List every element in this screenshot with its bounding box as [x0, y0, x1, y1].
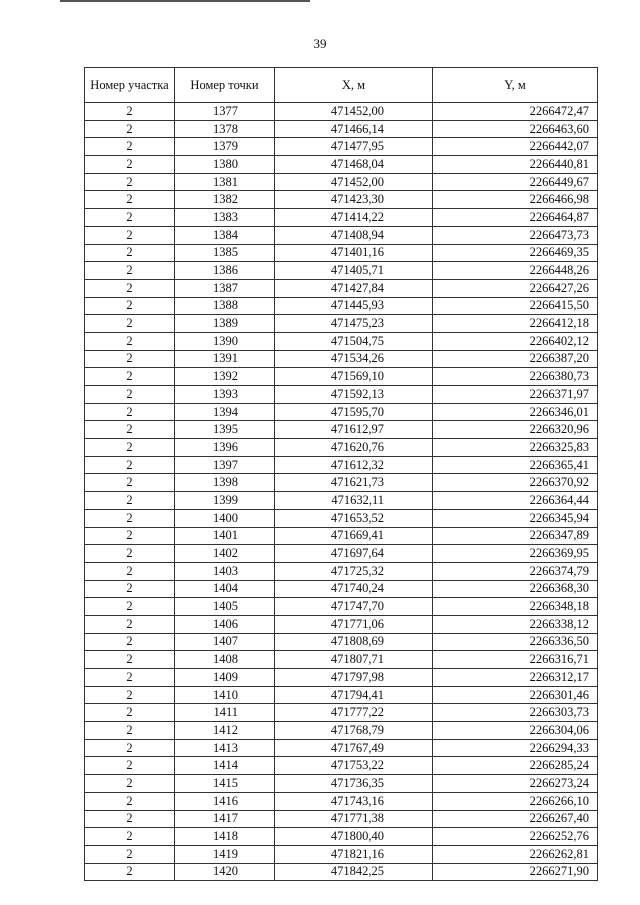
cell-point-number: 1420: [175, 863, 275, 881]
cell-plot-number: 2: [85, 226, 175, 244]
cell-y-coordinate: 2266267,40: [433, 810, 598, 828]
cell-x-coordinate: 471612,97: [275, 421, 433, 439]
cell-plot-number: 2: [85, 739, 175, 757]
cell-x-coordinate: 471592,13: [275, 386, 433, 404]
cell-plot-number: 2: [85, 704, 175, 722]
cell-y-coordinate: 2266364,44: [433, 492, 598, 510]
cell-point-number: 1411: [175, 704, 275, 722]
cell-point-number: 1378: [175, 120, 275, 138]
cell-y-coordinate: 2266348,18: [433, 598, 598, 616]
table-row: [85, 669, 598, 687]
table-row: [85, 456, 598, 474]
table-row: [85, 686, 598, 704]
cell-y-coordinate: 2266370,92: [433, 474, 598, 492]
table-row: [85, 739, 598, 757]
table-row: [85, 828, 598, 846]
cell-y-coordinate: 2266365,41: [433, 456, 598, 474]
cell-x-coordinate: 471725,32: [275, 562, 433, 580]
table-row: [85, 350, 598, 368]
cell-x-coordinate: 471777,22: [275, 704, 433, 722]
cell-point-number: 1419: [175, 845, 275, 863]
table-row: [85, 368, 598, 386]
cell-plot-number: 2: [85, 562, 175, 580]
cell-plot-number: 2: [85, 297, 175, 315]
cell-x-coordinate: 471612,32: [275, 456, 433, 474]
cell-point-number: 1401: [175, 527, 275, 545]
cell-point-number: 1414: [175, 757, 275, 775]
cell-x-coordinate: 471452,00: [275, 173, 433, 191]
cell-x-coordinate: 471405,71: [275, 262, 433, 280]
cell-x-coordinate: 471477,95: [275, 138, 433, 156]
cell-y-coordinate: 2266301,46: [433, 686, 598, 704]
cell-x-coordinate: 471632,11: [275, 492, 433, 510]
cell-point-number: 1399: [175, 492, 275, 510]
cell-x-coordinate: 471504,75: [275, 332, 433, 350]
cell-plot-number: 2: [85, 138, 175, 156]
cell-plot-number: 2: [85, 156, 175, 174]
table-row: [85, 598, 598, 616]
cell-x-coordinate: 471771,06: [275, 615, 433, 633]
cell-x-coordinate: 471466,14: [275, 120, 433, 138]
cell-x-coordinate: 471569,10: [275, 368, 433, 386]
cell-point-number: 1380: [175, 156, 275, 174]
cell-y-coordinate: 2266463,60: [433, 120, 598, 138]
cell-point-number: 1392: [175, 368, 275, 386]
cell-point-number: 1379: [175, 138, 275, 156]
cell-plot-number: 2: [85, 421, 175, 439]
table-row: [85, 244, 598, 262]
table-row: [85, 439, 598, 457]
cell-plot-number: 2: [85, 368, 175, 386]
cell-x-coordinate: 471807,71: [275, 651, 433, 669]
cell-plot-number: 2: [85, 209, 175, 227]
cell-y-coordinate: 2266273,24: [433, 775, 598, 793]
cell-y-coordinate: 2266262,81: [433, 845, 598, 863]
table-row: [85, 156, 598, 174]
cell-x-coordinate: 471534,26: [275, 350, 433, 368]
cell-plot-number: 2: [85, 492, 175, 510]
cell-x-coordinate: 471821,16: [275, 845, 433, 863]
cell-point-number: 1387: [175, 279, 275, 297]
cell-y-coordinate: 2266442,07: [433, 138, 598, 156]
cell-plot-number: 2: [85, 757, 175, 775]
cell-y-coordinate: 2266402,12: [433, 332, 598, 350]
cell-point-number: 1403: [175, 562, 275, 580]
cell-y-coordinate: 2266440,81: [433, 156, 598, 174]
cell-y-coordinate: 2266303,73: [433, 704, 598, 722]
cell-plot-number: 2: [85, 332, 175, 350]
table-row: [85, 226, 598, 244]
cell-point-number: 1397: [175, 456, 275, 474]
cell-plot-number: 2: [85, 315, 175, 333]
cell-y-coordinate: 2266271,90: [433, 863, 598, 881]
cell-point-number: 1390: [175, 332, 275, 350]
table-row: [85, 492, 598, 510]
cell-x-coordinate: 471794,41: [275, 686, 433, 704]
cell-point-number: 1402: [175, 545, 275, 563]
cell-x-coordinate: 471767,49: [275, 739, 433, 757]
cell-plot-number: 2: [85, 792, 175, 810]
cell-plot-number: 2: [85, 244, 175, 262]
cell-point-number: 1396: [175, 439, 275, 457]
page-number: 39: [313, 36, 327, 51]
table-row: [85, 209, 598, 227]
cell-x-coordinate: 471468,04: [275, 156, 433, 174]
cell-plot-number: 2: [85, 669, 175, 687]
cell-point-number: 1400: [175, 509, 275, 527]
table-row: [85, 545, 598, 563]
cell-plot-number: 2: [85, 775, 175, 793]
cell-plot-number: 2: [85, 545, 175, 563]
cell-y-coordinate: 2266285,24: [433, 757, 598, 775]
header-y-coordinate: Y, м: [433, 68, 598, 103]
cell-x-coordinate: 471768,79: [275, 722, 433, 740]
cell-x-coordinate: 471475,23: [275, 315, 433, 333]
table-row: [85, 474, 598, 492]
cell-plot-number: 2: [85, 509, 175, 527]
cell-point-number: 1395: [175, 421, 275, 439]
cell-x-coordinate: 471423,30: [275, 191, 433, 209]
table-row: [85, 120, 598, 138]
cell-point-number: 1384: [175, 226, 275, 244]
cell-x-coordinate: 471736,35: [275, 775, 433, 793]
cell-x-coordinate: 471800,40: [275, 828, 433, 846]
table-row: [85, 279, 598, 297]
cell-x-coordinate: 471740,24: [275, 580, 433, 598]
table-row: [85, 527, 598, 545]
cell-y-coordinate: 2266369,95: [433, 545, 598, 563]
cell-x-coordinate: 471669,41: [275, 527, 433, 545]
scan-edge-line: [60, 0, 310, 2]
table-row: [85, 863, 598, 881]
cell-y-coordinate: 2266371,97: [433, 386, 598, 404]
cell-x-coordinate: 471427,84: [275, 279, 433, 297]
cell-y-coordinate: 2266380,73: [433, 368, 598, 386]
cell-y-coordinate: 2266266,10: [433, 792, 598, 810]
table-row: [85, 615, 598, 633]
cell-point-number: 1391: [175, 350, 275, 368]
cell-plot-number: 2: [85, 686, 175, 704]
cell-x-coordinate: 471747,70: [275, 598, 433, 616]
table-row: [85, 386, 598, 404]
cell-x-coordinate: 471408,94: [275, 226, 433, 244]
cell-x-coordinate: 471595,70: [275, 403, 433, 421]
cell-y-coordinate: 2266320,96: [433, 421, 598, 439]
cell-plot-number: 2: [85, 651, 175, 669]
table-row: [85, 792, 598, 810]
table-body: [85, 103, 598, 881]
cell-y-coordinate: 2266368,30: [433, 580, 598, 598]
cell-point-number: 1418: [175, 828, 275, 846]
cell-y-coordinate: 2266473,73: [433, 226, 598, 244]
cell-plot-number: 2: [85, 173, 175, 191]
cell-plot-number: 2: [85, 103, 175, 121]
cell-plot-number: 2: [85, 633, 175, 651]
cell-y-coordinate: 2266466,98: [433, 191, 598, 209]
cell-point-number: 1417: [175, 810, 275, 828]
cell-x-coordinate: 471620,76: [275, 439, 433, 457]
cell-x-coordinate: 471452,00: [275, 103, 433, 121]
cell-point-number: 1406: [175, 615, 275, 633]
cell-y-coordinate: 2266415,50: [433, 297, 598, 315]
cell-plot-number: 2: [85, 580, 175, 598]
cell-x-coordinate: 471808,69: [275, 633, 433, 651]
cell-y-coordinate: 2266338,12: [433, 615, 598, 633]
cell-y-coordinate: 2266387,20: [433, 350, 598, 368]
cell-plot-number: 2: [85, 403, 175, 421]
cell-plot-number: 2: [85, 386, 175, 404]
cell-point-number: 1416: [175, 792, 275, 810]
cell-point-number: 1415: [175, 775, 275, 793]
cell-point-number: 1377: [175, 103, 275, 121]
cell-plot-number: 2: [85, 810, 175, 828]
cell-point-number: 1405: [175, 598, 275, 616]
table-row: [85, 651, 598, 669]
table-row: [85, 775, 598, 793]
table-header-row: [85, 68, 598, 103]
cell-plot-number: 2: [85, 527, 175, 545]
cell-point-number: 1409: [175, 669, 275, 687]
cell-plot-number: 2: [85, 191, 175, 209]
table-row: [85, 633, 598, 651]
header-point-number: Номер точки: [175, 68, 275, 103]
cell-plot-number: 2: [85, 615, 175, 633]
cell-point-number: 1410: [175, 686, 275, 704]
cell-plot-number: 2: [85, 350, 175, 368]
table-row: [85, 315, 598, 333]
cell-y-coordinate: 2266464,87: [433, 209, 598, 227]
table-row: [85, 103, 598, 121]
cell-y-coordinate: 2266325,83: [433, 439, 598, 457]
cell-plot-number: 2: [85, 474, 175, 492]
cell-x-coordinate: 471445,93: [275, 297, 433, 315]
cell-point-number: 1412: [175, 722, 275, 740]
cell-y-coordinate: 2266448,26: [433, 262, 598, 280]
cell-point-number: 1398: [175, 474, 275, 492]
header-x-coordinate: X, м: [275, 68, 433, 103]
cell-point-number: 1404: [175, 580, 275, 598]
cell-y-coordinate: 2266252,76: [433, 828, 598, 846]
table-row: [85, 191, 598, 209]
cell-point-number: 1386: [175, 262, 275, 280]
cell-x-coordinate: 471697,64: [275, 545, 433, 563]
cell-y-coordinate: 2266345,94: [433, 509, 598, 527]
table-row: [85, 562, 598, 580]
cell-y-coordinate: 2266427,26: [433, 279, 598, 297]
cell-plot-number: 2: [85, 722, 175, 740]
table-row: [85, 332, 598, 350]
cell-plot-number: 2: [85, 279, 175, 297]
table-row: [85, 810, 598, 828]
cell-point-number: 1394: [175, 403, 275, 421]
table-row: [85, 757, 598, 775]
cell-x-coordinate: 471771,38: [275, 810, 433, 828]
table-row: [85, 173, 598, 191]
cell-point-number: 1385: [175, 244, 275, 262]
cell-plot-number: 2: [85, 598, 175, 616]
cell-y-coordinate: 2266336,50: [433, 633, 598, 651]
cell-plot-number: 2: [85, 120, 175, 138]
cell-y-coordinate: 2266449,67: [433, 173, 598, 191]
table-row: [85, 403, 598, 421]
cell-plot-number: 2: [85, 863, 175, 881]
cell-point-number: 1413: [175, 739, 275, 757]
cell-x-coordinate: 471753,22: [275, 757, 433, 775]
cell-y-coordinate: 2266304,06: [433, 722, 598, 740]
cell-x-coordinate: 471401,16: [275, 244, 433, 262]
cell-y-coordinate: 2266469,35: [433, 244, 598, 262]
cell-x-coordinate: 471653,52: [275, 509, 433, 527]
cell-y-coordinate: 2266294,33: [433, 739, 598, 757]
cell-plot-number: 2: [85, 456, 175, 474]
table-row: [85, 262, 598, 280]
cell-y-coordinate: 2266374,79: [433, 562, 598, 580]
cell-point-number: 1381: [175, 173, 275, 191]
cell-y-coordinate: 2266412,18: [433, 315, 598, 333]
cell-x-coordinate: 471621,73: [275, 474, 433, 492]
table-row: [85, 421, 598, 439]
cell-point-number: 1393: [175, 386, 275, 404]
cell-x-coordinate: 471842,25: [275, 863, 433, 881]
cell-point-number: 1388: [175, 297, 275, 315]
cell-point-number: 1382: [175, 191, 275, 209]
header-plot-number: Номер участка: [85, 68, 175, 103]
cell-y-coordinate: 2266316,71: [433, 651, 598, 669]
table-row: [85, 722, 598, 740]
cell-plot-number: 2: [85, 828, 175, 846]
cell-x-coordinate: 471743,16: [275, 792, 433, 810]
cell-point-number: 1408: [175, 651, 275, 669]
table-row: [85, 509, 598, 527]
cell-x-coordinate: 471414,22: [275, 209, 433, 227]
cell-x-coordinate: 471797,98: [275, 669, 433, 687]
cell-point-number: 1389: [175, 315, 275, 333]
cell-y-coordinate: 2266347,89: [433, 527, 598, 545]
table-row: [85, 704, 598, 722]
cell-point-number: 1407: [175, 633, 275, 651]
cell-plot-number: 2: [85, 439, 175, 457]
table-row: [85, 580, 598, 598]
table-row: [85, 138, 598, 156]
cell-point-number: 1383: [175, 209, 275, 227]
cell-plot-number: 2: [85, 262, 175, 280]
coordinates-table: [84, 67, 598, 881]
cell-y-coordinate: 2266346,01: [433, 403, 598, 421]
table-row: [85, 297, 598, 315]
table-row: [85, 845, 598, 863]
cell-plot-number: 2: [85, 845, 175, 863]
cell-y-coordinate: 2266312,17: [433, 669, 598, 687]
cell-y-coordinate: 2266472,47: [433, 103, 598, 121]
